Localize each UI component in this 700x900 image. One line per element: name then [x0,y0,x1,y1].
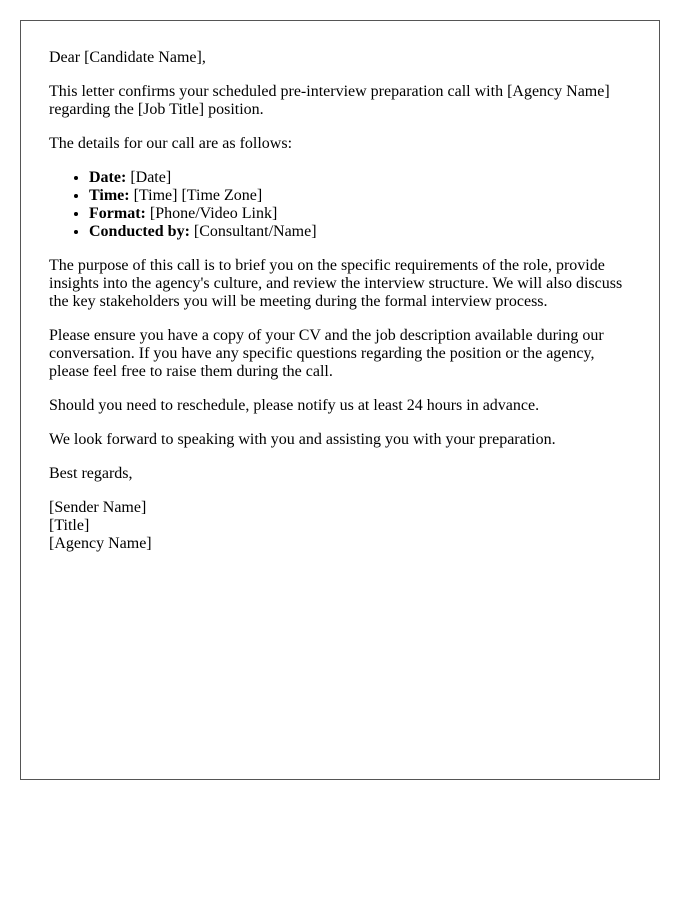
details-intro: The details for our call are as follows: [49,135,293,152]
detail-conducted-by [89,223,631,241]
detail-format [89,205,631,223]
letter-document [20,20,660,780]
detail-time-value: [Time] [Time Zone] [129,187,263,204]
detail-date [89,169,631,187]
sign-off: Best regards, [49,465,133,482]
detail-time [89,187,631,205]
purpose-paragraph: The purpose of this call is to brief you on the specific requirements of the role, provide insights into the agency's culture, and review the interview structure. We will also discuss the key stakeholders you will be meeting during the formal interview process. [49,257,623,310]
detail-format-value: [Phone/Video Link] [145,205,278,222]
sender-title: [Title] [49,517,90,534]
detail-date-label: Date: [89,169,127,186]
detail-conducted-by-value: [Consultant/Name] [189,223,317,240]
detail-format-label: Format: [89,205,146,222]
sender-agency: [Agency Name] [49,535,152,552]
detail-time-label: Time: [89,187,130,204]
preparation-paragraph: Please ensure you have a copy of your CV and the job description available during our conversation. If you have any specific questions regarding the position or the agency, please feel free to raise them during the call. [49,327,604,380]
signature-block [49,499,631,553]
detail-date-value: [Date] [126,169,172,186]
reschedule-paragraph: Should you need to reschedule, please notify us at least 24 hours in advance. [49,397,540,414]
greeting: Dear [Candidate Name], [49,49,206,66]
sender-name: [Sender Name] [49,499,147,516]
closing-paragraph: We look forward to speaking with you and assisting you with your preparation. [49,431,556,448]
call-details-list [49,169,631,241]
detail-conducted-by-label: Conducted by: [89,223,190,240]
intro-paragraph: This letter confirms your scheduled pre-interview preparation call with [Agency Name] regarding the [Job Title] position. [49,83,610,118]
